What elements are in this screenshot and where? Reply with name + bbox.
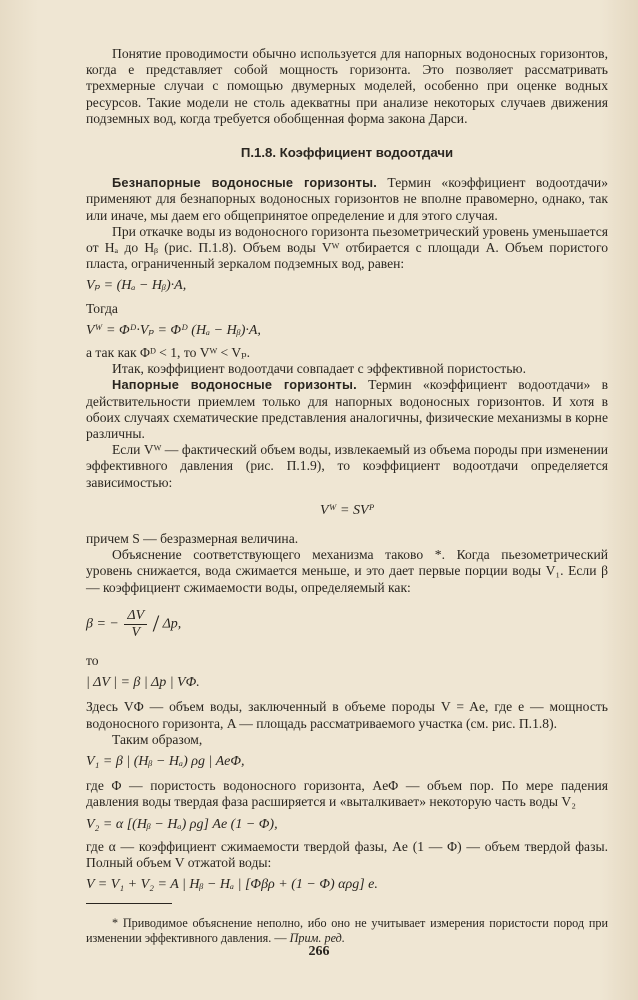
formula-delta-v: | ΔV | = β | Δp | VΦ. [86,675,200,691]
footnote [86,916,608,946]
footnote-text: * Приводимое объяснение неполно, ибо оно не учитывает измерения пористости пород при изменении эффективного давления. — [86,916,608,946]
page-text [86,46,608,946]
paragraph-if-vw: Если Vᵂ — фактический объем воды, извлекаемый из объема породы при изменении эффективного давления (рис. П.1.9), то коэффициент водоотдачи определяется зависимостью: [86,442,608,490]
section-heading: П.1.8. Коэффициент водоотдачи [240,145,454,161]
lead-unconfined: Безнапорные водоносные горизонты. [112,175,377,191]
formula-storativity: Vᵂ = SVᴾ [320,502,374,518]
footnote-divider [86,903,172,904]
word-to: то [86,652,99,668]
formula-beta-rhs: Δp, [162,616,182,632]
formula-total-v: V = V₁ + V₂ = A | Hᵦ − Hₐ | [Φβρ + (1 − Φ) αρg] e. [86,877,378,893]
paragraph-pumping: При откачке воды из водоносного горизонта пьезометрический уровень уменьшается от Hₐ до Hᵦ (рис. П.1.8). Объем воды Vᵂ отбирается с площади A. Объем пористого пласта, ограниченный зеркалом подземных вод, равен: [86,223,608,272]
text-unconfined: Термин «коэффициент водоотдачи» применяют для безнапорных водоносных горизонтов не вполне правомерно, однако, так или иначе, мы даем его общепринятое определение и для этого случая. [86,175,608,223]
paragraph-alpha: где α — коэффициент сжимаемости твердой фазы, Ae (1 — Φ) — объем твердой фазы. Полный объем V отжатой воды: [86,838,608,870]
footnote-editor-note: Прим. ред. [289,931,345,946]
paragraph-confined [86,377,608,442]
paragraph-here: Здесь VΦ — объем воды, заключенный в объеме породы V = Ae, где e — мощность водоносного горизонта, A — площадь рассматриваемого участка (см. рис. П.1.8). [86,699,608,731]
text-confined: Термин «коэффициент водоотдачи» в действительности приемлем только для напорных водоносных горизонтов. И хотя в обоих случаях схематические представления аналогичны, физические механизмы в корне различны. [86,377,608,442]
paragraph-conclusion: Итак, коэффициент водоотдачи совпадает с эффективной пористостью. [112,361,526,377]
formula-beta-fraction [124,608,147,641]
paragraph-transmissivity: Понятие проводимости обычно используется для напорных водоносных горизонтов, когда e представляет собой мощность горизонта. Это позволяет рассматривать трехмерные случаи с помощью двумерных моделей, особенно при оценке водных ресурсов. Такие модели не столь адекватны при анализе некоторых случаев движения подземных вод, когда требуется обобщенная форма закона Дарси. [86,46,608,126]
paragraph-dimensionless: причем S — безразмерная величина. [86,531,299,547]
fraction-numerator: ΔV [124,608,147,625]
fraction-denominator: V [131,624,141,640]
division-slash: / [152,611,160,638]
paragraph-porosity: где Φ — пористость водоносного горизонта, AeΦ — объем пор. По мере падения давления воды твердая фаза расширяется и «выталкивает» некоторую часть воды V₂ [86,778,608,810]
formula-vp: Vₚ = (Hₐ − Hᵦ)·A, [86,278,187,294]
paragraph-since: а так как Φᴰ < 1, то Vᵂ < Vₚ. [86,345,251,361]
word-togda: Тогда [86,300,118,316]
lead-confined: Напорные водоносные горизонты. [112,377,357,393]
paragraph-unconfined [86,175,608,224]
formula-beta [86,608,608,641]
paragraph-mechanism: Объяснение соответствующего механизма таково *. Когда пьезометрический уровень снижается, вода сжимается меньше, и это дает первые порции воды V₁. Если β — коэффициент сжимаемости воды, определяемый как: [86,547,608,595]
page-number: 266 [308,944,330,959]
formula-vw: Vᵂ = Φᴰ·Vₚ = Φᴰ (Hₐ − Hᵦ)·A, [86,322,261,338]
paragraph-thus: Таким образом, [112,731,203,747]
formula-v2: V₂ = α [(Hᵦ − Hₐ) ρg] Ae (1 − Φ), [86,816,278,832]
formula-v1: V₁ = β | (Hᵦ − Hₐ) ρg | AeΦ, [86,753,245,769]
formula-beta-lhs: β = − [86,616,119,632]
